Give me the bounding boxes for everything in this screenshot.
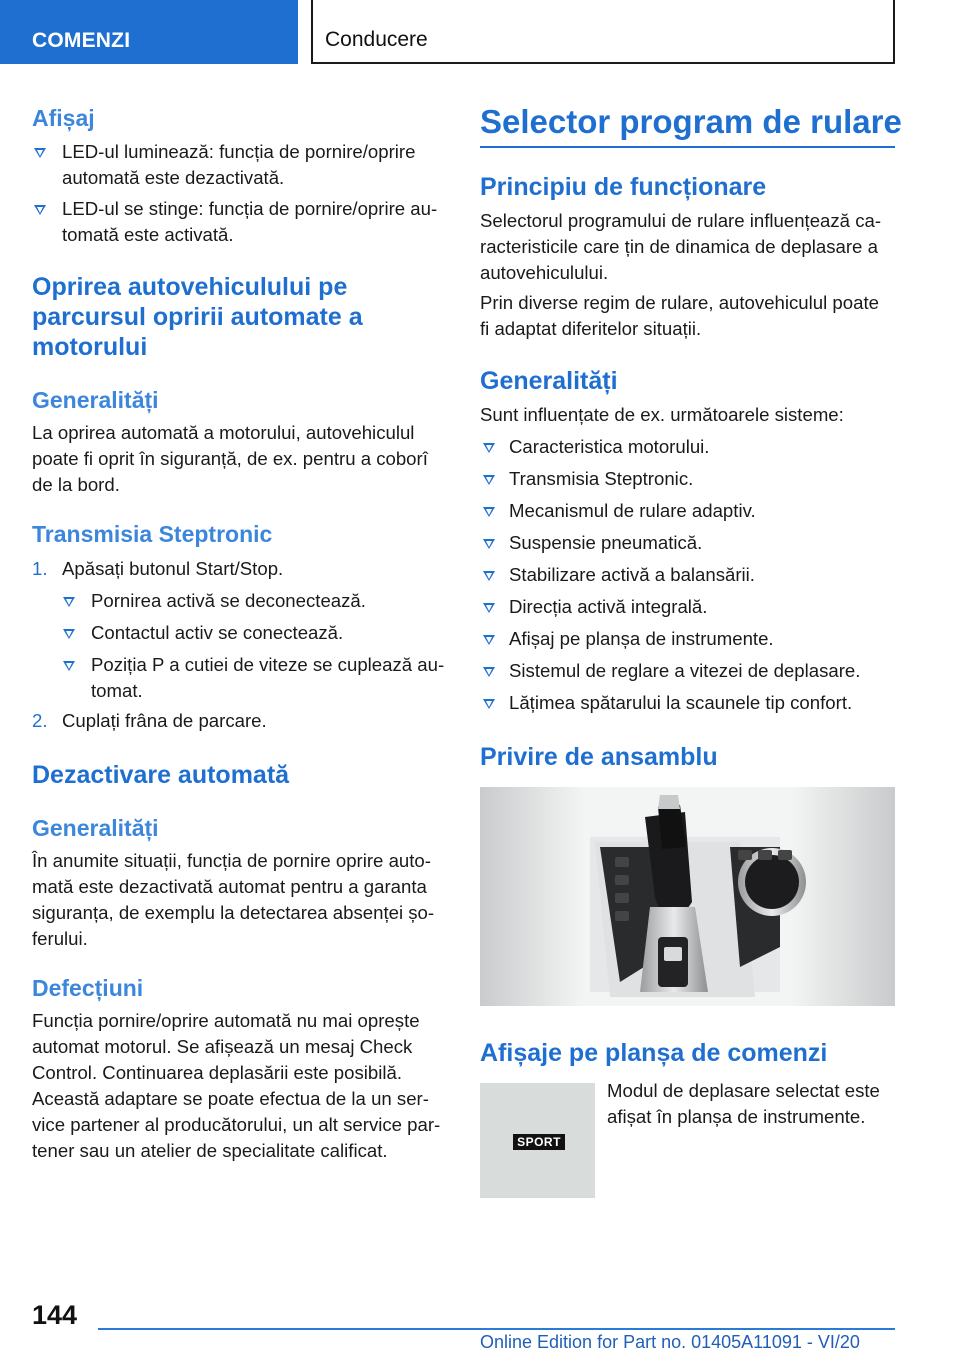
generalitati-text-2 — [32, 848, 434, 952]
center-console-illustration — [480, 787, 895, 1006]
page-number: 144 — [32, 1300, 78, 1330]
list-item: Transmisia Steptronic. — [509, 468, 694, 489]
line: Selectorul programului de rulare influențează ca- — [480, 210, 882, 231]
bullet-icon — [483, 667, 495, 677]
generalitati-text-1 — [32, 420, 428, 498]
line: ferului. — [32, 928, 88, 949]
step-1-sub-1: Pornirea activă se deconectează. — [91, 590, 366, 611]
step-1-sub-3 — [91, 652, 444, 704]
list-item: Mecanismul de rulare adaptiv. — [509, 500, 756, 521]
sport-display-image — [480, 1083, 595, 1198]
line: motorului — [32, 333, 148, 361]
line: Funcția pornire/oprire automată nu mai oprește — [32, 1010, 420, 1031]
line: mată este dezactivată automat pentru a garanta — [32, 876, 427, 897]
bullet-icon — [34, 148, 46, 158]
line: tener sau un atelier de specialitate calificat. — [32, 1140, 388, 1161]
oprire-heading — [32, 272, 363, 362]
line: tomat. — [91, 680, 143, 701]
list-item: Direcția activă integrală. — [509, 596, 708, 617]
step-1-sub-2: Contactul activ se conectează. — [91, 622, 344, 643]
line: vice partener al producătorului, un alt service par- — [32, 1114, 441, 1135]
line: racteristicile care țin de dinamica de deplasare a — [480, 236, 878, 257]
list-item: Stabilizare activă a balansării. — [509, 564, 755, 585]
principiu-heading: Principiu de funcționare — [480, 173, 767, 201]
step-1: Apăsați butonul Start/Stop. — [62, 558, 284, 579]
transmisia-heading: Transmisia Steptronic — [32, 521, 273, 547]
line: În anumite situații, funcția de pornire oprire auto- — [32, 850, 431, 871]
list-item: Afișaj pe planșa de instrumente. — [509, 628, 774, 649]
display-text — [607, 1078, 880, 1130]
line: La oprirea automată a motorului, autovehiculul — [32, 422, 415, 443]
footer-rule — [98, 1328, 895, 1330]
chapter-box — [311, 0, 895, 64]
generalitati-heading-1: Generalități — [32, 387, 159, 413]
line: automat motorul. Se afișează un mesaj Check — [32, 1036, 413, 1057]
principiu-text-2 — [480, 290, 879, 342]
bullet-icon — [483, 539, 495, 549]
line: Control. Continuarea deplasării este posibilă. — [32, 1062, 403, 1083]
bullet-icon — [483, 635, 495, 645]
bullet-icon — [63, 597, 75, 607]
afisaj-item-2 — [62, 196, 437, 248]
title-rule — [480, 146, 895, 148]
edition-text: Online Edition for Part no. 01405A11091 - VI/20 — [480, 1332, 860, 1352]
line: Această adaptare se poate efectua de la un ser- — [32, 1088, 429, 1109]
defectiuni-text — [32, 1008, 440, 1164]
bullet-icon — [34, 205, 46, 215]
line: LED-ul luminează: funcția de pornire/oprire — [62, 141, 416, 162]
line: Oprirea autovehiculului pe — [32, 273, 348, 301]
sport-mode-label: SPORT — [513, 1134, 565, 1150]
line: tomată este activată. — [62, 224, 234, 245]
line: fi adaptat diferitelor situații. — [480, 318, 702, 339]
step-2: Cuplați frâna de parcare. — [62, 710, 267, 731]
gear-selector-photo — [480, 787, 895, 1006]
defectiuni-heading: Defecțiuni — [32, 975, 144, 1001]
line: Modul de deplasare selectat este — [607, 1080, 880, 1101]
overview-heading: Privire de ansamblu — [480, 743, 718, 771]
line: LED-ul se stinge: funcția de pornire/oprire au- — [62, 198, 438, 219]
line: poate fi oprit în siguranță, de ex. pentru a coborî — [32, 448, 428, 469]
principiu-text-1 — [480, 208, 881, 286]
line: de la bord. — [32, 474, 120, 495]
generalitati-intro: Sunt influențate de ex. următoarele sisteme: — [480, 404, 844, 425]
chapter-label: Conducere — [325, 28, 428, 51]
step-number: 2. — [32, 710, 48, 731]
line: siguranța, de exemplu la detectarea absenței șo- — [32, 902, 435, 923]
line: Poziția P a cutiei de viteze se cuplează au- — [91, 654, 445, 675]
line: parcursul opririi automate a — [32, 303, 363, 331]
afisaj-item-1 — [62, 139, 415, 191]
list-item: Caracteristica motorului. — [509, 436, 710, 457]
dezactivare-heading: Dezactivare automată — [32, 761, 290, 789]
section-label: COMENZI — [32, 29, 131, 52]
line: Prin diverse regim de rulare, autovehiculul poate — [480, 292, 879, 313]
section-tab — [0, 0, 298, 64]
bullet-icon — [483, 603, 495, 613]
bullet-icon — [483, 699, 495, 709]
afisaj-heading: Afișaj — [32, 105, 95, 131]
main-title: Selector program de rulare — [480, 103, 902, 140]
list-item: Suspensie pneumatică. — [509, 532, 703, 553]
display-heading: Afișaje pe planșa de comenzi — [480, 1039, 828, 1067]
line: afișat în planșa de instrumente. — [607, 1106, 866, 1127]
line: autovehiculului. — [480, 262, 609, 283]
bullet-icon — [63, 629, 75, 639]
list-item: Sistemul de reglare a vitezei de deplasare. — [509, 660, 861, 681]
step-number: 1. — [32, 558, 48, 579]
bullet-icon — [483, 443, 495, 453]
generalitati-heading-2: Generalități — [32, 815, 159, 841]
list-item: Lățimea spătarului la scaunele tip confort. — [509, 692, 853, 713]
bullet-icon — [483, 571, 495, 581]
bullet-icon — [483, 507, 495, 517]
bullet-icon — [63, 661, 75, 671]
line: automată este dezactivată. — [62, 167, 285, 188]
generalitati-heading-r: Generalități — [480, 367, 618, 395]
bullet-icon — [483, 475, 495, 485]
